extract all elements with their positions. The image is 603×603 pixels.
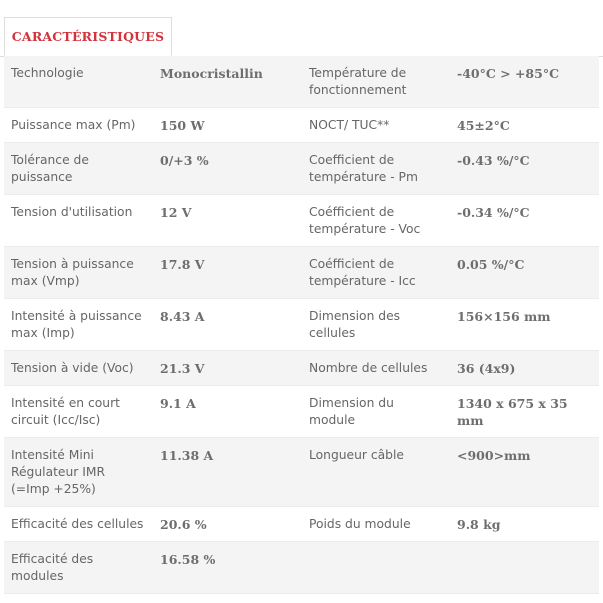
spec-value: 20.6 % xyxy=(153,507,302,542)
spec-label xyxy=(302,542,450,594)
spec-value: 0/+3 % xyxy=(153,143,302,195)
spec-label: Tension à vide (Voc) xyxy=(4,351,153,386)
spec-value: 17.8 V xyxy=(153,247,302,299)
spec-label: Intensité à puissance max (Imp) xyxy=(4,299,153,351)
spec-value: 9.8 kg xyxy=(450,507,599,542)
spec-label: Tension d'utilisation xyxy=(4,195,153,247)
spec-label: Poids du module xyxy=(302,507,450,542)
table-row xyxy=(4,195,599,247)
spec-label: Puissance max (Pm) xyxy=(4,108,153,143)
table-row xyxy=(4,542,599,594)
table-row xyxy=(4,351,599,386)
spec-label: Température de fonctionnement xyxy=(302,56,450,108)
spec-value: <900>mm xyxy=(450,438,599,507)
spec-value: -0.43 %/°C xyxy=(450,143,599,195)
spec-value: 16.58 % xyxy=(153,542,302,594)
spec-value: 36 (4x9) xyxy=(450,351,599,386)
spec-label: Tension à puissance max (Vmp) xyxy=(4,247,153,299)
spec-value: 150 W xyxy=(153,108,302,143)
table-row xyxy=(4,386,599,438)
spec-value: 45±2°C xyxy=(450,108,599,143)
spec-label: Intensité en court circuit (Icc/Isc) xyxy=(4,386,153,438)
tab-caracteristiques[interactable]: CARACTÉRISTIQUES xyxy=(4,17,172,56)
spec-label: Dimension du module xyxy=(302,386,450,438)
table-row xyxy=(4,438,599,507)
spec-value: 12 V xyxy=(153,195,302,247)
table-row xyxy=(4,143,599,195)
table-row xyxy=(4,247,599,299)
spec-value: 11.38 A xyxy=(153,438,302,507)
table-row xyxy=(4,108,599,143)
specifications-table xyxy=(4,56,599,594)
spec-label: Efficacité des cellules xyxy=(4,507,153,542)
spec-value xyxy=(450,542,599,594)
spec-value: 8.43 A xyxy=(153,299,302,351)
spec-label: NOCT/ TUC** xyxy=(302,108,450,143)
table-row xyxy=(4,56,599,108)
spec-label: Coéfficient de température - Voc xyxy=(302,195,450,247)
spec-value: 21.3 V xyxy=(153,351,302,386)
spec-label: Tolérance de puissance xyxy=(4,143,153,195)
spec-label: Nombre de cellules xyxy=(302,351,450,386)
spec-value: 1340 x 675 x 35 mm xyxy=(450,386,599,438)
spec-value: Monocristallin xyxy=(153,56,302,108)
spec-value: -40°C > +85°C xyxy=(450,56,599,108)
spec-label: Technologie xyxy=(4,56,153,108)
table-row xyxy=(4,299,599,351)
spec-value: 0.05 %/°C xyxy=(450,247,599,299)
table-row xyxy=(4,507,599,542)
spec-value: 156×156 mm xyxy=(450,299,599,351)
spec-label: Dimension des cellules xyxy=(302,299,450,351)
spec-label: Coefficient de température - Pm xyxy=(302,143,450,195)
spec-label: Coéfficient de température - Icc xyxy=(302,247,450,299)
spec-label: Longueur câble xyxy=(302,438,450,507)
spec-value: 9.1 A xyxy=(153,386,302,438)
spec-label: Efficacité des modules xyxy=(4,542,153,594)
tab-strip xyxy=(0,17,603,57)
spec-value: -0.34 %/°C xyxy=(450,195,599,247)
spec-label: Intensité Mini Régulateur IMR (=Imp +25%) xyxy=(4,438,153,507)
